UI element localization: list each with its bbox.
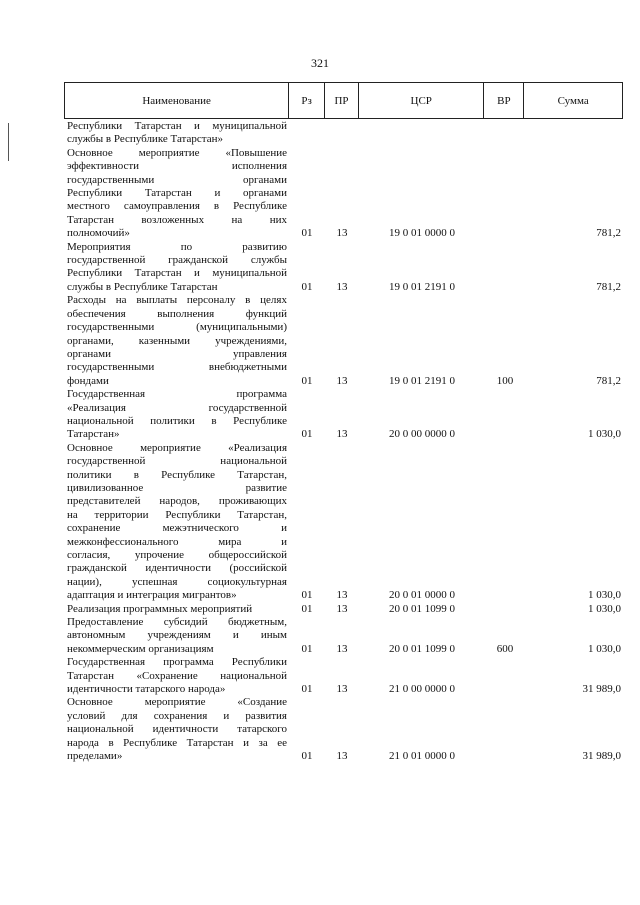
table-row xyxy=(64,616,623,656)
header-name: Наименование xyxy=(65,83,289,118)
row-name-line: полномочий» xyxy=(67,227,130,240)
row-name xyxy=(64,241,289,295)
row-name-line: идентичности татарского народа» xyxy=(67,683,226,696)
row-sum: 781,2 xyxy=(596,374,621,387)
row-name xyxy=(64,603,289,616)
row-name-line: Республики Татарстан и муниципальной xyxy=(67,267,287,280)
row-name-line: Предоставление субсидий бюджетным, xyxy=(67,616,287,629)
row-name-line: пределами» xyxy=(67,750,123,763)
row-name-line: обеспечения выполнения функций xyxy=(67,307,287,320)
row-sum: 781,2 xyxy=(596,227,621,240)
table-row xyxy=(64,147,623,241)
row-name xyxy=(64,616,289,656)
row-rz: 01 xyxy=(301,227,313,240)
row-pr: 13 xyxy=(336,589,348,602)
row-name-line: службы в Республике Татарстан xyxy=(67,280,218,293)
row-name-line: государственными внебюджетными xyxy=(67,361,287,374)
row-csr: 19 0 01 2191 0 xyxy=(389,374,455,387)
row-sum: 781,2 xyxy=(596,280,621,293)
row-csr: 21 0 00 0000 0 xyxy=(389,683,455,696)
row-rz: 01 xyxy=(301,642,313,655)
row-pr: 13 xyxy=(336,227,348,240)
page-number: 321 xyxy=(311,56,329,70)
row-name-line: Основное мероприятие «Создание xyxy=(67,696,287,709)
row-name-line: Основное мероприятие «Реализация xyxy=(67,441,287,454)
row-csr: 20 0 01 1099 0 xyxy=(389,642,455,655)
row-vr: 600 xyxy=(496,642,514,655)
row-vr: 100 xyxy=(496,374,514,387)
row-sum: 1 030,0 xyxy=(588,642,621,655)
row-name-line: условий для сохранения и развития xyxy=(67,709,287,722)
row-name-line: Республики Татарстан и органами xyxy=(67,187,287,200)
row-csr: 20 0 01 1099 0 xyxy=(389,602,455,615)
row-name xyxy=(64,696,289,763)
table-row xyxy=(64,603,623,616)
row-rz: 01 xyxy=(301,683,313,696)
row-name-line: фондами xyxy=(67,374,109,387)
header-pr: ПР xyxy=(325,83,359,118)
row-pr: 13 xyxy=(336,602,348,615)
row-rz: 01 xyxy=(301,602,313,615)
row-name-line: согласия, упрочение общероссийской xyxy=(67,549,287,561)
row-csr: 21 0 01 0000 0 xyxy=(389,750,455,763)
row-name-line: политики в Республике Татарстан, xyxy=(67,468,287,481)
row-sum: 1 030,0 xyxy=(588,428,621,441)
row-pr: 13 xyxy=(336,374,348,387)
row-rz: 01 xyxy=(301,374,313,387)
row-name-line: на территории Республики Татарстан, xyxy=(67,508,287,521)
row-csr: 19 0 01 0000 0 xyxy=(389,227,455,240)
row-name xyxy=(64,120,289,147)
row-name-line: Государственная программа Республики xyxy=(67,656,287,669)
row-name-line: органами, казенными учреждениями, xyxy=(67,334,287,347)
row-name-line: народа в Республике Татарстан и за ее xyxy=(67,736,287,749)
row-name-line: государственными органами xyxy=(67,173,287,186)
row-pr: 13 xyxy=(336,642,348,655)
row-name-line: Государственная программа xyxy=(67,388,287,401)
header-csr: ЦСР xyxy=(359,83,485,118)
table-row xyxy=(64,656,623,696)
header-sum: Сумма xyxy=(557,94,589,107)
row-name-line: Основное мероприятие «Повышение xyxy=(67,146,287,159)
row-pr: 13 xyxy=(336,683,348,696)
row-name xyxy=(64,147,289,241)
row-name-line: государственной национальной xyxy=(67,455,287,468)
row-csr: 20 0 00 0000 0 xyxy=(389,428,455,441)
row-name-line: Реализация программных мероприятий xyxy=(67,602,253,615)
row-rz: 01 xyxy=(301,280,313,293)
row-name xyxy=(64,442,289,603)
row-name-line: межконфессионального мира и xyxy=(67,535,287,548)
header-rz: Рз xyxy=(289,83,325,118)
table-row xyxy=(64,696,623,763)
row-name-line: органами управления xyxy=(67,347,287,360)
row-rz: 01 xyxy=(301,428,313,441)
table-row xyxy=(64,120,623,147)
row-name-line: государственными (муниципальными) xyxy=(67,321,287,334)
row-name xyxy=(64,656,289,696)
row-name-line: адаптация и интеграция мигрантов» xyxy=(67,589,237,602)
row-name xyxy=(64,388,289,442)
row-name-line: национальной идентичности татарского xyxy=(67,723,287,736)
row-name-line: представителей народов, проживающих xyxy=(67,495,287,508)
header-vr: ВР xyxy=(484,83,524,118)
row-rz: 01 xyxy=(301,589,313,602)
row-name-line: местного самоуправления в Республике xyxy=(67,200,287,213)
row-name-line: Татарстан «Сохранение национальной xyxy=(67,669,287,682)
row-csr: 19 0 01 2191 0 xyxy=(389,280,455,293)
row-name-line: Мероприятия по развитию xyxy=(67,240,287,253)
row-sum: 1 030,0 xyxy=(588,589,621,602)
row-rz: 01 xyxy=(301,750,313,763)
row-name-line: «Реализация государственной xyxy=(67,401,287,414)
margin-mark xyxy=(8,123,9,161)
table-row xyxy=(64,388,623,442)
row-name-line: Расходы на выплаты персоналу в целях xyxy=(67,294,287,307)
row-sum: 1 030,0 xyxy=(588,602,621,615)
row-name-line: некоммерческим организациям xyxy=(67,642,214,655)
row-pr: 13 xyxy=(336,428,348,441)
row-name-line: нации), успешная социокультурная xyxy=(67,575,287,588)
table-body xyxy=(64,120,623,764)
row-name-line: автономным учреждениям и иным xyxy=(67,629,287,642)
table-header xyxy=(64,82,623,119)
table-row xyxy=(64,294,623,388)
row-sum: 31 989,0 xyxy=(582,750,621,763)
row-name-line: цивилизованное развитие xyxy=(67,481,287,494)
row-pr: 13 xyxy=(336,750,348,763)
row-name-line: Татарстан возложенных на них xyxy=(67,213,287,226)
row-sum: 31 989,0 xyxy=(582,683,621,696)
row-name-line: государственной гражданской службы xyxy=(67,254,287,267)
row-name-line: службы в Республике Татарстан» xyxy=(67,133,223,146)
row-name-line: национальной политики в Республике xyxy=(67,414,287,427)
row-name-line: гражданской идентичности (российской xyxy=(67,562,287,575)
table-row xyxy=(64,241,623,295)
budget-table xyxy=(64,82,623,764)
row-name-line: сохранение межэтнического и xyxy=(67,522,287,535)
row-pr: 13 xyxy=(336,280,348,293)
row-name-line: Республики Татарстан и муниципальной xyxy=(67,120,287,132)
row-name xyxy=(64,294,289,388)
row-name-line: Татарстан» xyxy=(67,428,120,441)
table-row xyxy=(64,442,623,603)
row-name-line: эффективности исполнения xyxy=(67,160,287,173)
row-csr: 20 0 01 0000 0 xyxy=(389,589,455,602)
